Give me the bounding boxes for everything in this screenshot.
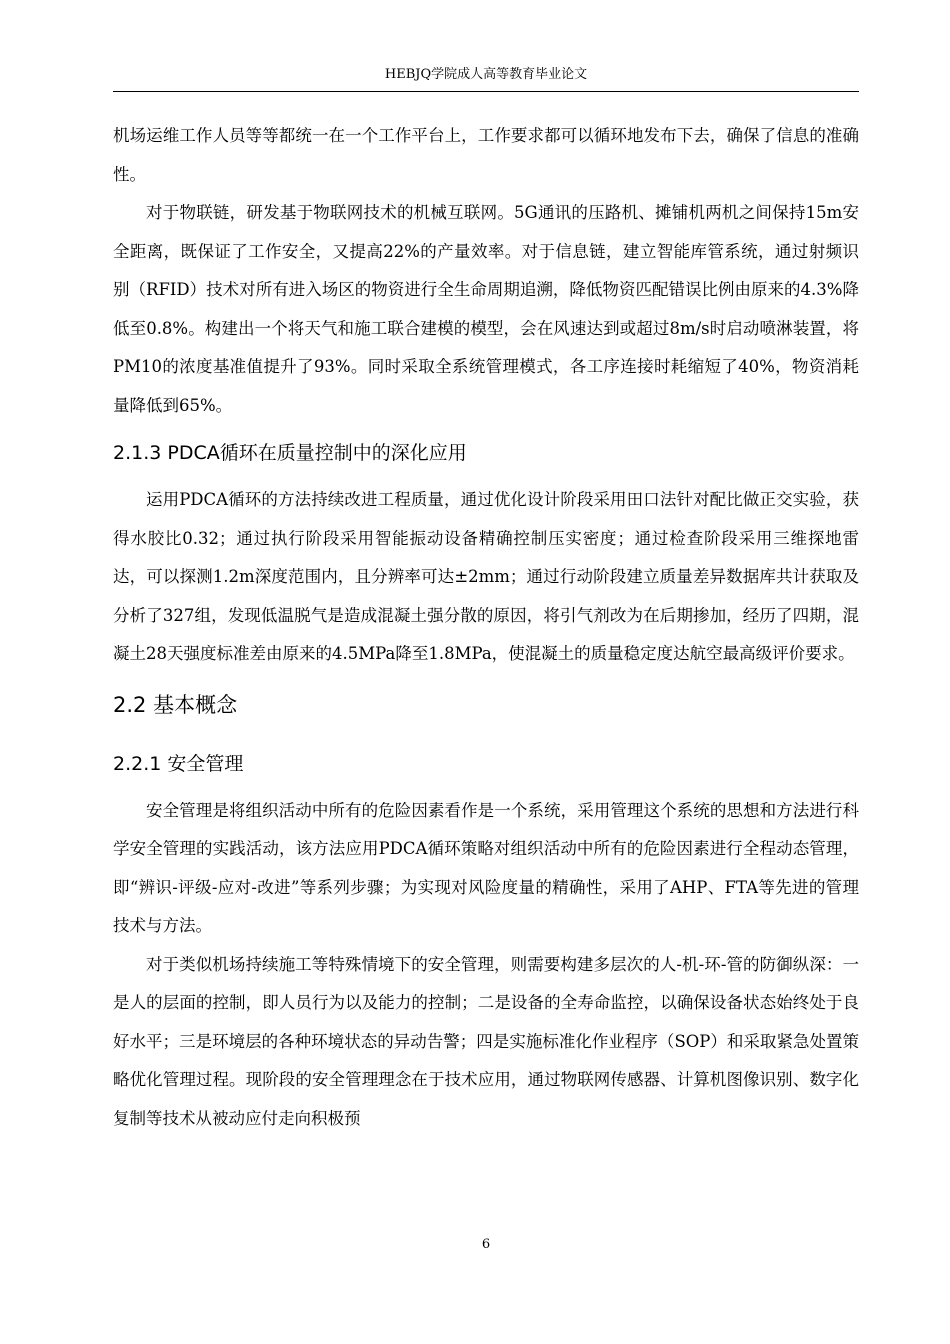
paragraph-iot-chain: 对于物联链，研发基于物联网技术的机械互联网。5G通讯的压路机、摊铺机两机之间保持15m安全距离，既保证了工作安全，又提高22%的产量效率。对于信息链，建立智能库管系统，通过射频识别（RFID）技术对所有进入场区的物资进行全生命周期追溯，降低物资匹配错误比例由原来的4.3%降低至0.8%。构建出一个将天气和施工联合建模的模型，会在风速达到或超过8m/s时启动喷淋装置，将PM10的浓度基准值提升了93%。同时采取全系统管理模式，各工序连接时耗缩短了40%，物资消耗量降低到65%。 [113, 203, 859, 415]
heading-2-2: 2.2 基本概念 [113, 692, 238, 717]
page-content [113, 117, 859, 1138]
paragraph-airport-safety: 对于类似机场持续施工等特殊情境下的安全管理，则需要构建多层次的人-机-环-管的防御纵深：一是人的层面的控制，即人员行为以及能力的控制；二是设备的全寿命监控，以确保设备状态始终处于良好水平；三是环境层的各种环境状态的异动告警；四是实施标准化作业程序（SOP）和采取紧急处置策略优化管理过程。现阶段的安全管理理念在于技术应用，通过物联网传感器、计算机图像识别、数字化复制等技术从被动应付走向积极预 [113, 954, 859, 1128]
heading-2-1-3: 2.1.3 PDCA循环在质量控制中的深化应用 [113, 442, 467, 464]
header-rule [113, 91, 859, 92]
paragraph-continuation: 机场运维工作人员等等都统一在一个工作平台上，工作要求都可以循环地发布下去，确保了信息的准确性。 [113, 126, 859, 184]
heading-2-2-1: 2.2.1 安全管理 [113, 752, 244, 775]
paragraph-pdca: 运用PDCA循环的方法持续改进工程质量，通过优化设计阶段采用田口法针对配比做正交实验，获得水胶比0.32；通过执行阶段采用智能振动设备精确控制压实密度；通过检查阶段采用三维探地雷达，可以探测1.2m深度范围内，且分辨率可达±2mm；通过行动阶段建立质量差异数据库共计获取及分析了327组，发现低温脱气是造成混凝土强分散的原因，将引气剂改为在后期掺加，经历了四期，混凝土28天强度标准差由原来的4.5MPa降至1.8MPa，使混凝土的质量稳定度达航空最高级评价要求。 [113, 490, 859, 663]
paragraph-safety-management: 安全管理是将组织活动中所有的危险因素看作是一个系统，采用管理这个系统的思想和方法进行科学安全管理的实践活动，该方法应用PDCA循环策略对组织活动中所有的危险因素进行全程动态管理，即“辨识-评级-应对-改进”等系列步骤；为实现对风险度量的精确性，采用了AHP、FTA等先进的管理技术与方法。 [113, 800, 859, 935]
page-number: 6 [481, 1237, 491, 1252]
running-header: HEBJQ学院成人高等教育毕业论文 [384, 67, 588, 82]
